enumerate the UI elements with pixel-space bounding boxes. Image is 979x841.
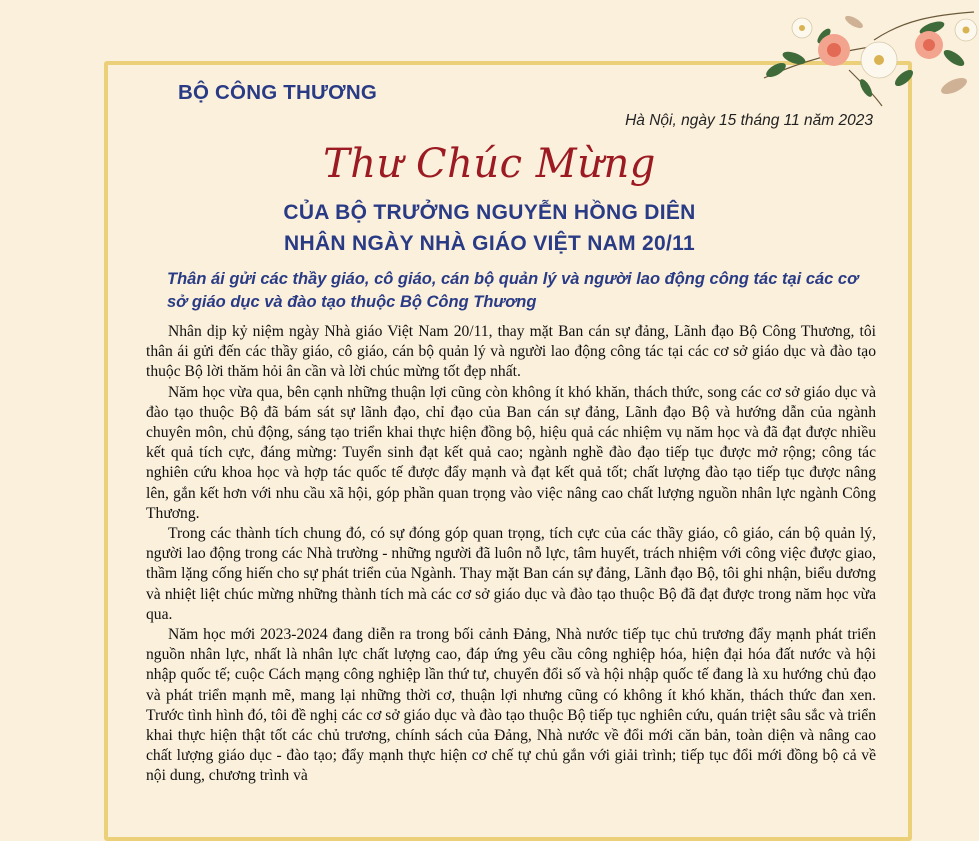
letter-salutation: Thân ái gửi các thầy giáo, cô giáo, cán bộ quản lý và người lao động công tác tại các cơ sở giáo dục và đào tạo thuộc Bộ Công Thương [167, 270, 859, 311]
paragraph: Nhân dịp kỷ niệm ngày Nhà giáo Việt Nam 20/11, thay mặt Ban cán sự đảng, Lãnh đạo Bộ Công Thương, tôi thân ái gửi đến các thầy giáo, cô giáo, cán bộ quản lý và người lao động công tác tại các cơ sở giáo dục và đào tạo thuộc Bộ lời thăm hỏi ân cần và lời chúc mừng tốt đẹp nhất. [146, 323, 876, 381]
floral-decoration [754, 0, 979, 110]
letter-title-line-2: NHÂN NGÀY NHÀ GIÁO VIỆT NAM 20/11 [284, 232, 695, 255]
letter-body [146, 322, 876, 787]
paragraph: Năm học mới 2023-2024 đang diễn ra trong bối cảnh Đảng, Nhà nước tiếp tục chủ trương đẩy mạnh phát triển nguồn nhân lực, nhất là nhân lực chất lượng cao, đáp ứng yêu cầu công nghiệp hóa, hiện đại hóa đất nước và hội nhập quốc tế; cuộc Cách mạng công nghiệp lần thứ tư, chuyển đổi số và hội nhập quốc tế đang là xu hướng chủ đạo và phát triển mạnh mẽ, mang lại những thời cơ, thuận lợi nhưng cũng có không ít khó khăn, thách thức đan xen. Trước tình hình đó, tôi đề nghị các cơ sở giáo dục và đào tạo thuộc Bộ tiếp tục nghiên cứu, quán triệt sâu sắc và triển khai thực hiện thật tốt các chủ trương, chính sách của Đảng, Nhà nước về đổi mới căn bản, toàn diện và nâng cao chất lượng giáo dục - đào tạo; đẩy mạnh thực hiện cơ chế tự chủ gắn với giải trình; tiếp tục đổi mới đồng bộ cả về nội dung, chương trình và [146, 626, 876, 785]
letter-date: Hà Nội, ngày 15 tháng 11 năm 2023 [625, 112, 873, 129]
letter-title-line-1: CỦA BỘ TRƯỞNG NGUYỄN HỒNG DIÊN [283, 201, 696, 224]
paragraph: Năm học vừa qua, bên cạnh những thuận lợi cũng còn không ít khó khăn, thách thức, song các cơ sở giáo dục và đào tạo thuộc Bộ đã bám sát sự lãnh đạo, chỉ đạo của Ban cán sự đảng, Lãnh đạo Bộ và hướng dẫn của ngành chuyên môn, chủ động, sáng tạo triển khai thực hiện đồng bộ, hiệu quả các nhiệm vụ năm học và đã đạt được nhiều kết quả tích cực, đáng mừng: Tuyển sinh đạt kết quả cao; ngành nghề đào đạo tiếp tục được mở rộng; công tác nghiên cứu khoa học và hợp tác quốc tế được đẩy mạnh và đạt kết quả tốt; chất lượng đào tạo tiếp tục được nâng lên, gắn kết hơn với nhu cầu xã hội, góp phần quan trọng vào việc nâng cao chất lượng nguồn nhân lực ngành Công Thương. [146, 383, 876, 522]
organization-name: BỘ CÔNG THƯƠNG [178, 81, 378, 104]
paragraph: Trong các thành tích chung đó, có sự đóng góp quan trọng, tích cực của các thầy giáo, cô giáo, cán bộ quản lý, người lao động trong các Nhà trường - những người đã luôn nỗ lực, tâm huyết, trách nhiệm với công việc được giao, thầm lặng cống hiến cho sự phát triển của Ngành. Thay mặt Ban cán sự đảng, Lãnh đạo Bộ, tôi ghi nhận, biểu dương và nhiệt liệt chúc mừng những thành tích mà các cơ sở giáo dục và đào tạo thuộc Bộ đã đạt được trong năm học vừa qua. [146, 525, 876, 623]
letter-title-script: Thư Chúc Mừng [323, 141, 656, 187]
